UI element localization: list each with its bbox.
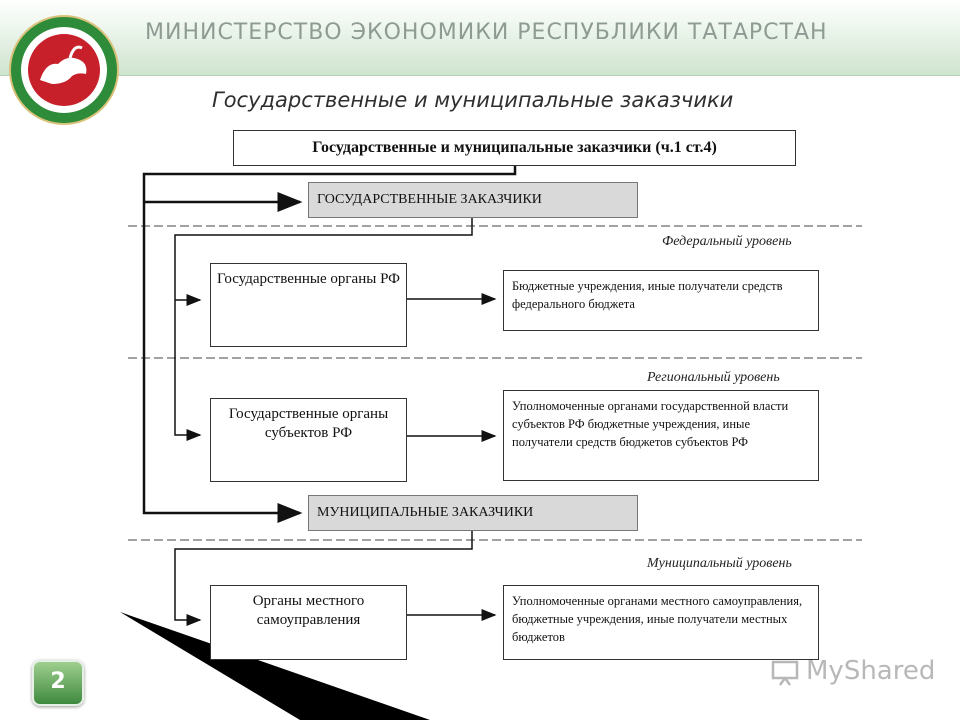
slide-title: Государственные и муниципальные заказчики (212, 88, 734, 112)
regional-org-box: Государственные органы субъектов РФ (210, 398, 407, 482)
regional-level-label: Региональный уровень (647, 370, 780, 385)
municipal-customers-box: МУНИЦИПАЛЬНЫЕ ЗАКАЗЧИКИ (308, 495, 638, 531)
federal-desc-box: Бюджетные учреждения, иные получатели средств федерального бюджета (503, 270, 819, 331)
watermark-projector-icon (770, 656, 800, 686)
ministry-title: МИНИСТЕРСТВО ЭКОНОМИКИ РЕСПУБЛИКИ ТАТАРСТАН (145, 20, 828, 45)
watermark (770, 656, 935, 686)
municipal-org-box: Органы местного самоуправления (210, 585, 407, 660)
federal-org-box: Государственные органы РФ (210, 263, 407, 347)
municipal-desc-box: Уполномоченные органами местного самоуправления, бюджетные учреждения, иные получатели местных бюджетов (503, 585, 819, 660)
root-box: Государственные и муниципальные заказчики (ч.1 ст.4) (233, 130, 796, 166)
state-customers-box: ГОСУДАРСТВЕННЫЕ ЗАКАЗЧИКИ (308, 182, 638, 218)
regional-desc-box: Уполномоченные органами государственной власти субъектов РФ бюджетные учреждения, иные получатели средств бюджетов субъектов РФ (503, 390, 819, 481)
slide-number-badge: 2 (32, 660, 84, 706)
municipal-level-label: Муниципальный уровень (647, 556, 792, 571)
federal-level-label: Федеральный уровень (662, 234, 792, 249)
watermark-text: MyShared (806, 656, 936, 686)
